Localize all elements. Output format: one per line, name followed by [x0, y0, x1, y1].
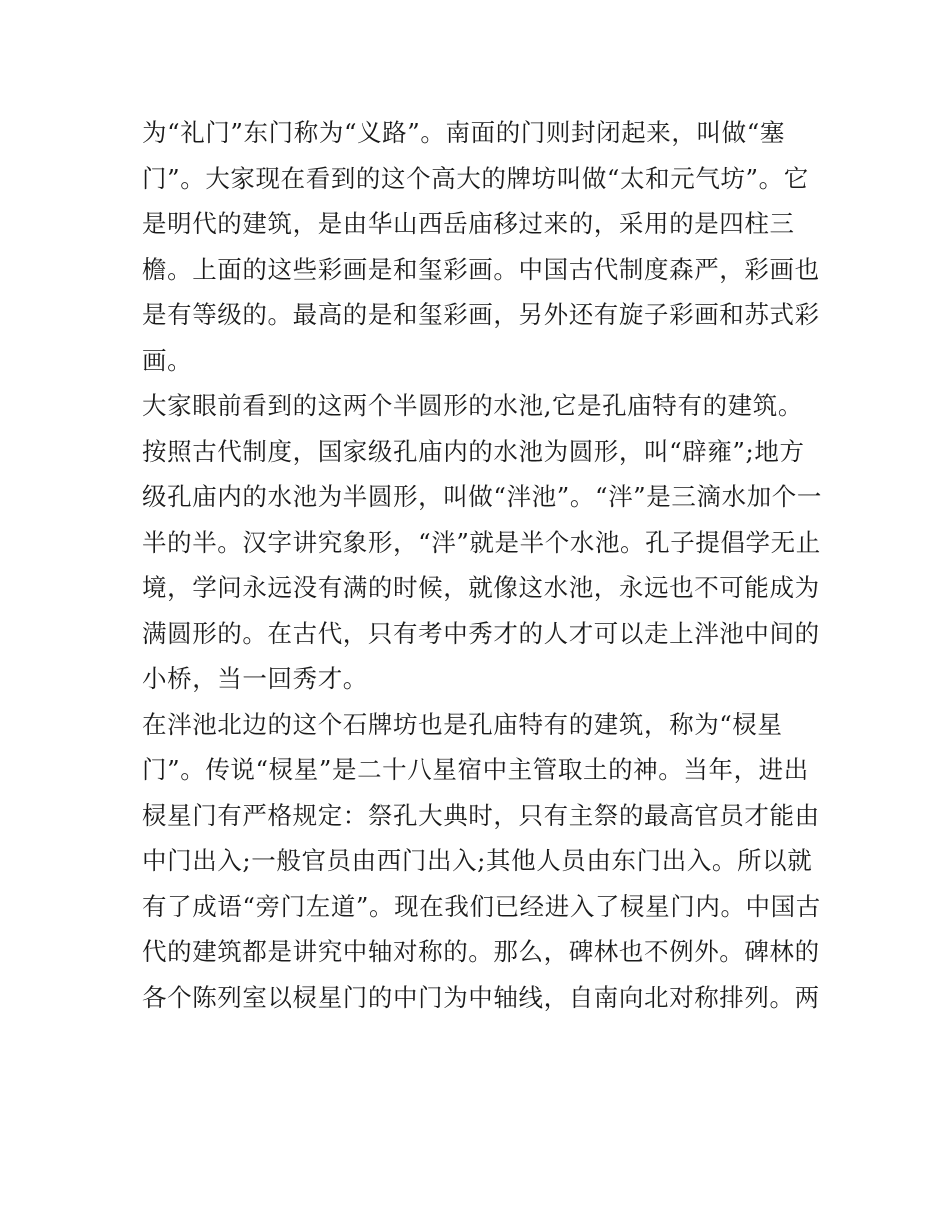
paragraph-gates-and-archway: 为“礼门”东门称为“义路”。南面的门则封闭起来，叫做“塞 门”。大家现在看到的这个高大的牌坊叫做“太和元气坊”。它 是明代的建筑，是由华山西岳庙移过来的，采用的是四柱三 檐。上面的这些彩画是和玺彩画。中国古代制度森严，彩画也 是有等级的。最高的是和玺彩画，另外还有旋子彩画和苏式彩 画。: [142, 118, 820, 375]
paragraph-lingxing-gate: 在泮池北边的这个石牌坊也是孔庙特有的建筑，称为“棂星 门”。传说“棂星”是二十八星宿中主管取土的神。当年，进出 棂星门有严格规定：祭孔大典时，只有主祭的最高官员才能由 中门出入;一般官员由西门出入;其他人员由东门出入。所以就 有了成语“旁门左道”。现在我们已经进入了棂星门内。中国古 代的建筑都是讲究中轴对称的。那么，碑林也不例外。碑林的 各个陈列室以棂星门的中门为中轴线，自南向北对称排列。两: [142, 709, 821, 1012]
body-text: [142, 110, 822, 1020]
paragraph-pan-pool: 大家眼前看到的这两个半圆形的水池,它是孔庙特有的建筑。 按照古代制度，国家级孔庙内的水池为圆形，叫“辟雍”;地方 级孔庙内的水池为半圆形，叫做“泮池”。“泮”是三滴水加个一 半的半。汉字讲究象形，“泮”就是半个水池。孔子提倡学无止 境，学问永远没有满的时候，就像这水池，永远也不可能成为 满圆形的。在古代，只有考中秀才的人才可以走上泮池中间的 小桥，当一回秀才。: [142, 391, 822, 693]
